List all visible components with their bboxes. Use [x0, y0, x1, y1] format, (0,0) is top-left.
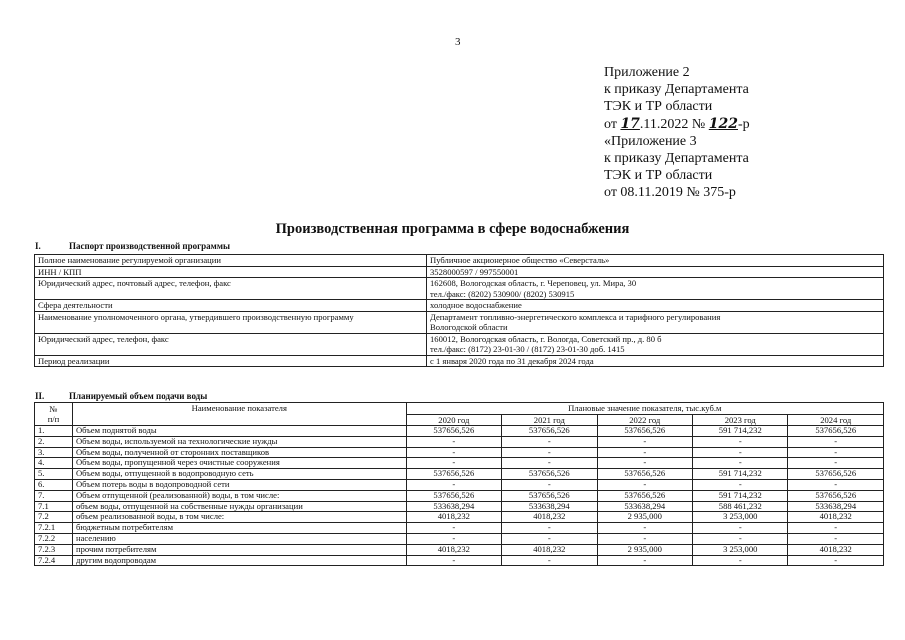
row-value: - [502, 523, 597, 534]
row-indicator-name: объем реализованной воды, в том числе: [72, 512, 406, 523]
row-value: 591 714,232 [693, 490, 788, 501]
row-value: - [502, 436, 597, 447]
row-value: - [597, 533, 692, 544]
row-value: - [788, 458, 884, 469]
column-header-plan: Плановые значение показателя, тыс.куб.м [406, 403, 883, 415]
passport-label: Полное наименование регулируемой организации [35, 255, 427, 267]
passport-label: Юридический адрес, телефон, факс [35, 333, 427, 355]
passport-value-line2: тел./факс: (8202) 530900/ (8202) 530915 [430, 288, 575, 299]
table-row [35, 255, 884, 267]
table-row [35, 447, 884, 458]
passport-value: Публичное акционерное общество «Северсталь» [427, 255, 884, 267]
column-header-year: 2024 год [788, 414, 884, 426]
passport-label: Сфера деятельности [35, 300, 427, 312]
passport-label: Период реализации [35, 355, 427, 367]
row-value: - [693, 447, 788, 458]
row-value: - [788, 523, 884, 534]
document-title: Производственная программа в сфере водоснабжения [275, 221, 630, 237]
row-value: 4018,232 [502, 544, 597, 555]
row-value: - [693, 458, 788, 469]
header-text: № [49, 403, 58, 414]
table-row [35, 426, 884, 437]
row-value: 2 935,000 [597, 512, 692, 523]
row-value: - [502, 479, 597, 490]
table-row [35, 436, 884, 447]
column-header-name: Наименование показателя [72, 403, 406, 426]
table-row [35, 523, 884, 534]
row-value: - [788, 555, 884, 566]
row-value: - [502, 447, 597, 458]
table-row [35, 479, 884, 490]
row-value: - [597, 555, 692, 566]
row-number: 7.2.1 [35, 523, 73, 534]
appendix-line: ТЭК и ТР области [604, 99, 713, 115]
order-suffix: -р [738, 116, 750, 132]
row-value: 591 714,232 [693, 469, 788, 480]
table-row [35, 266, 884, 278]
table-row [35, 490, 884, 501]
passport-label: ИНН / КПП [35, 266, 427, 278]
row-value: 2 935,000 [597, 544, 692, 555]
row-value: - [788, 436, 884, 447]
section-number: II. [35, 391, 45, 401]
table-row [35, 512, 884, 523]
row-number: 7.2 [35, 512, 73, 523]
row-value: 591 714,232 [693, 426, 788, 437]
date-prefix: от [604, 116, 617, 132]
row-value: 4018,232 [502, 512, 597, 523]
passport-value-cell [427, 333, 884, 355]
row-indicator-name: объем воды, отпущенной на собственные нужды организации [72, 501, 406, 512]
row-number: 1. [35, 426, 73, 437]
appendix-line: «Приложение 3 [604, 133, 697, 149]
row-value: 533638,294 [502, 501, 597, 512]
column-header-number [35, 403, 73, 426]
row-number: 4. [35, 458, 73, 469]
appendix-line: от 08.11.2019 № 375-р [604, 185, 736, 201]
water-volume-body [35, 426, 884, 566]
row-indicator-name: Объем воды, отпущенной в водопроводную сеть [72, 469, 406, 480]
row-number: 6. [35, 479, 73, 490]
passport-value: 160012, Вологодская область, г. Вологда, Советский пр., д. 80 б [430, 333, 662, 344]
row-value: - [693, 555, 788, 566]
row-indicator-name: Объем потерь воды в водопроводной сети [72, 479, 406, 490]
passport-value-cell [427, 278, 884, 300]
column-header-year: 2023 год [693, 414, 788, 426]
row-value: - [406, 523, 501, 534]
row-value: - [406, 533, 501, 544]
row-value: 533638,294 [406, 501, 501, 512]
table-row [35, 533, 884, 544]
row-value: 537656,526 [597, 469, 692, 480]
row-number: 5. [35, 469, 73, 480]
passport-value: 162608, Вологодская область, г. Череповец, ул. Мира, 30 [430, 278, 637, 288]
row-value: 3 253,000 [693, 512, 788, 523]
appendix-date-line [604, 116, 750, 133]
row-value: 537656,526 [597, 490, 692, 501]
row-value: - [597, 458, 692, 469]
passport-value: с 1 января 2020 года по 31 декабря 2024 года [427, 355, 884, 367]
section-2-heading [35, 391, 207, 401]
table-row [35, 458, 884, 469]
table-header-row [35, 403, 884, 415]
section-title: Планируемый объем подачи воды [69, 391, 208, 401]
passport-value: холодное водоснабжение [427, 300, 884, 312]
table-row [35, 555, 884, 566]
passport-label: Наименование уполномоченного органа, утвердившего производственную программу [35, 311, 427, 333]
section-1-heading [35, 241, 230, 251]
row-number: 7.2.3 [35, 544, 73, 555]
row-value: - [693, 479, 788, 490]
row-value: - [597, 523, 692, 534]
passport-value-cell [427, 311, 884, 333]
table-row [35, 278, 884, 300]
passport-value: Департамент топливно-энергетического комплекса и тарифного регулирования [430, 311, 721, 322]
row-value: 537656,526 [788, 469, 884, 480]
row-value: - [788, 479, 884, 490]
appendix-block [604, 64, 750, 202]
row-value: - [502, 533, 597, 544]
row-value: - [406, 479, 501, 490]
handwritten-day: 17 [620, 115, 640, 132]
row-value: 537656,526 [788, 490, 884, 501]
row-value: - [693, 523, 788, 534]
handwritten-order-number: 122 [708, 115, 738, 132]
table-row [35, 311, 884, 333]
water-volume-table [34, 402, 884, 566]
column-header-year: 2022 год [597, 414, 692, 426]
row-value: - [597, 447, 692, 458]
row-value: 537656,526 [502, 469, 597, 480]
passport-value-line2: тел./факс: (8172) 23-01-30 / (8172) 23-01-30 доб. 1415 [430, 344, 625, 354]
row-value: - [693, 533, 788, 544]
passport-label: Юридический адрес, почтовый адрес, телефон, факс [35, 278, 427, 300]
row-value: 537656,526 [502, 426, 597, 437]
appendix-line: к приказу Департамента [604, 151, 749, 167]
row-value: - [597, 479, 692, 490]
date-rest: .11.2022 № [639, 116, 706, 132]
table-row [35, 469, 884, 480]
appendix-line: к приказу Департамента [604, 82, 749, 98]
row-indicator-name: другим водопроводам [72, 555, 406, 566]
row-value: - [406, 555, 501, 566]
row-value: 537656,526 [502, 490, 597, 501]
row-number: 7.2.2 [35, 533, 73, 544]
row-value: 537656,526 [788, 426, 884, 437]
row-indicator-name: бюджетным потребителям [72, 523, 406, 534]
row-indicator-name: прочим потребителям [72, 544, 406, 555]
passport-value-line2: Вологодской области [430, 322, 508, 332]
table-row [35, 501, 884, 512]
passport-value: 3528000597 / 997550001 [427, 266, 884, 278]
row-value: 533638,294 [788, 501, 884, 512]
column-header-year: 2020 год [406, 414, 501, 426]
row-value: 4018,232 [788, 544, 884, 555]
row-indicator-name: Объем воды, пропущенной через очистные сооружения [72, 458, 406, 469]
row-value: - [406, 458, 501, 469]
row-value: 537656,526 [406, 426, 501, 437]
header-text: п/п [47, 414, 60, 424]
row-value: - [597, 436, 692, 447]
row-value: - [502, 458, 597, 469]
row-number: 3. [35, 447, 73, 458]
row-indicator-name: Объем воды, используемой на технологические нужды [72, 436, 406, 447]
appendix-line: ТЭК и ТР области [604, 168, 713, 184]
row-number: 2. [35, 436, 73, 447]
passport-table [34, 254, 884, 367]
section-number: I. [35, 241, 41, 251]
appendix-line: Приложение 2 [604, 65, 690, 80]
page-number: 3 [455, 36, 461, 48]
row-value: 4018,232 [406, 512, 501, 523]
row-indicator-name: населению [72, 533, 406, 544]
row-value: 537656,526 [406, 490, 501, 501]
row-value: 533638,294 [597, 501, 692, 512]
row-number: 7. [35, 490, 73, 501]
row-value: 537656,526 [406, 469, 501, 480]
section-title: Паспорт производственной программы [69, 241, 230, 251]
row-value: - [406, 447, 501, 458]
table-row [35, 544, 884, 555]
row-value: - [502, 555, 597, 566]
row-number: 7.1 [35, 501, 73, 512]
row-indicator-name: Объем отпущенной (реализованной) воды, в том числе: [72, 490, 406, 501]
row-value: 4018,232 [406, 544, 501, 555]
row-value: 537656,526 [597, 426, 692, 437]
column-header-year: 2021 год [502, 414, 597, 426]
row-value: 4018,232 [788, 512, 884, 523]
row-value: 3 253,000 [693, 544, 788, 555]
row-indicator-name: Объем воды, полученной от сторонних поставщиков [72, 447, 406, 458]
table-row [35, 333, 884, 355]
row-value: 588 461,232 [693, 501, 788, 512]
table-row [35, 355, 884, 367]
table-row [35, 300, 884, 312]
row-number: 7.2.4 [35, 555, 73, 566]
row-value: - [788, 533, 884, 544]
row-value: - [788, 447, 884, 458]
row-value: - [693, 436, 788, 447]
row-value: - [406, 436, 501, 447]
row-indicator-name: Объем поднятой воды [72, 426, 406, 437]
